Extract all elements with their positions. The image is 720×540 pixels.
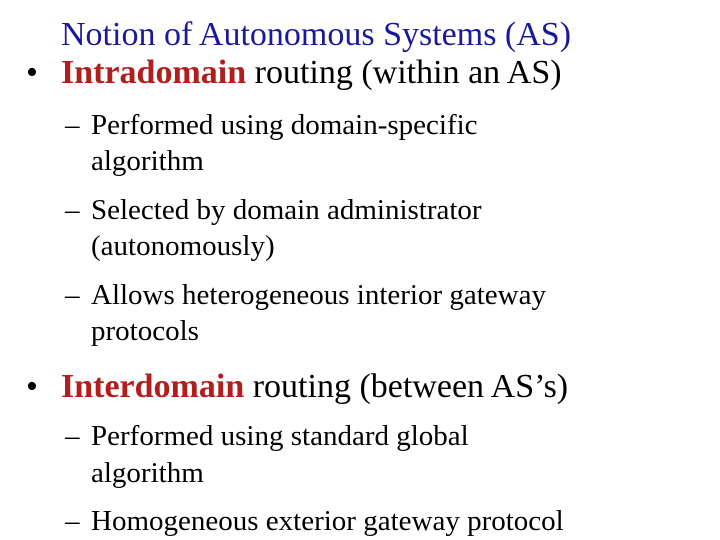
- bullet-text: routing (between AS’s): [244, 368, 569, 405]
- sub-item: [65, 278, 546, 312]
- bullet-interdomain: [26, 367, 568, 407]
- sub-text: Selected by domain administrator: [91, 194, 482, 226]
- sub-item: [65, 504, 564, 538]
- sub-text-continuation: protocols: [91, 315, 199, 347]
- bullet-keyword: Intradomain: [61, 54, 247, 91]
- sub-text: Performed using standard global: [91, 420, 469, 452]
- bullet-intradomain: [26, 53, 562, 93]
- bullet-marker: •: [26, 54, 38, 91]
- sub-text-continuation: (autonomously): [91, 230, 275, 262]
- sub-item: [65, 108, 478, 142]
- bullet-marker: •: [26, 368, 38, 405]
- sub-item: [65, 193, 482, 227]
- bullet-keyword: Interdomain: [61, 368, 245, 405]
- sub-dash: –: [65, 420, 80, 452]
- sub-text-continuation: algorithm: [91, 145, 204, 177]
- sub-dash: –: [65, 505, 80, 537]
- sub-text: Allows heterogeneous interior gateway: [91, 279, 546, 311]
- sub-item: [65, 419, 469, 453]
- sub-text: Homogeneous exterior gateway protocol: [91, 505, 564, 537]
- sub-text-continuation: algorithm: [91, 457, 204, 489]
- sub-dash: –: [65, 109, 80, 141]
- sub-dash: –: [65, 279, 80, 311]
- slide-title: Notion of Autonomous Systems (AS): [61, 16, 572, 53]
- sub-text: Performed using domain-specific: [91, 109, 478, 141]
- sub-dash: –: [65, 194, 80, 226]
- bullet-text: routing (within an AS): [246, 54, 562, 91]
